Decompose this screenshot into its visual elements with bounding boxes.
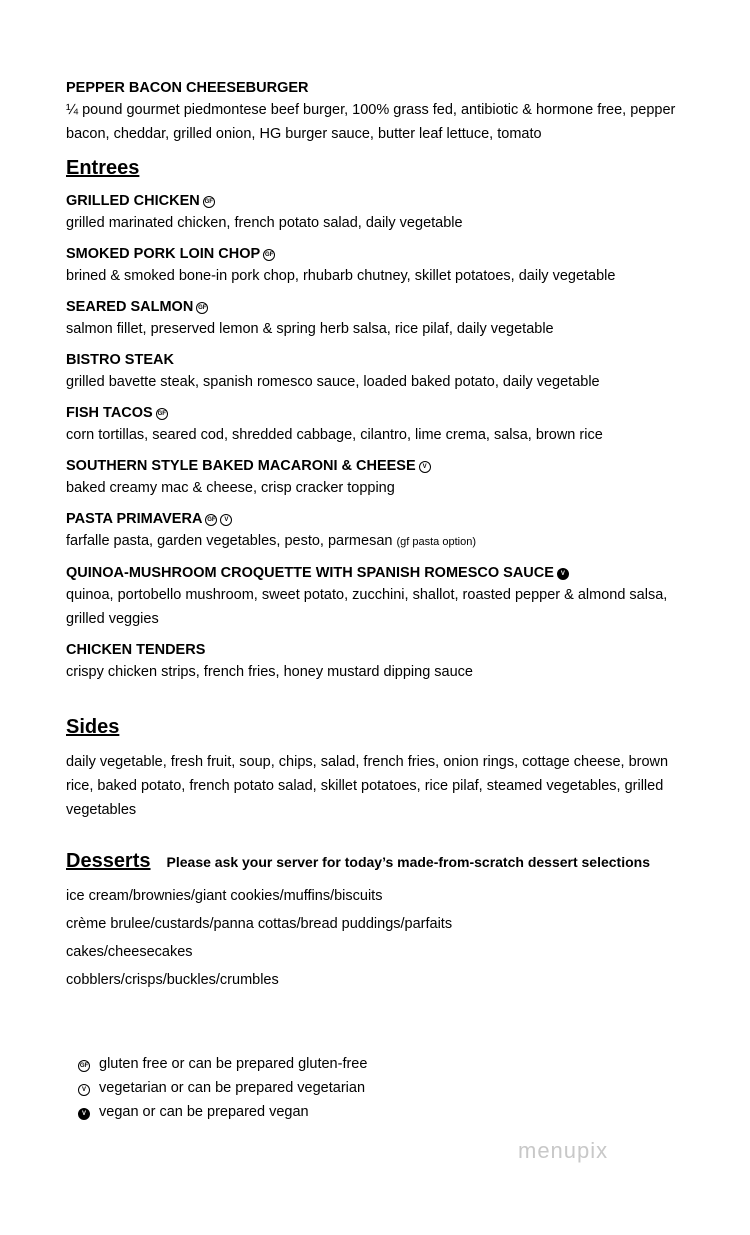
item-description: brined & smoked bone-in pork chop, rhubarb chutney, skillet potatoes, daily vegetable	[66, 268, 616, 284]
item-description: farfalle pasta, garden vegetables, pesto, parmesan	[66, 533, 393, 549]
item-name: GRILLED CHICKEN	[66, 193, 200, 209]
section-title-desserts: Desserts	[66, 850, 151, 872]
item-description: crispy chicken strips, french fries, honey mustard dipping sauce	[66, 664, 473, 680]
item-name: CHICKEN TENDERS	[66, 642, 206, 658]
gluten-free-icon: GF	[196, 302, 208, 314]
vegetarian-icon: V	[78, 1084, 90, 1096]
vegan-icon: V	[78, 1108, 90, 1120]
menu-item-bistro-steak	[66, 350, 696, 394]
dessert-line: cakes/cheesecakes	[66, 944, 193, 960]
item-description: salmon fillet, preserved lemon & spring herb salsa, rice pilaf, daily vegetable	[66, 321, 554, 337]
menu-item-baked-macaroni	[66, 456, 696, 500]
dessert-line: crème brulee/custards/panna cottas/bread puddings/parfaits	[66, 916, 453, 932]
item-name: SMOKED PORK LOIN CHOP	[66, 246, 261, 262]
menu-item-pepper-bacon-cheeseburger	[66, 78, 696, 146]
vegetarian-icon: V	[220, 514, 232, 526]
gluten-free-icon: GF	[203, 196, 215, 208]
legend-row-vegetarian	[78, 1076, 367, 1100]
section-title-entrees: Entrees	[66, 157, 140, 179]
menu-item-pasta-primavera	[66, 509, 696, 554]
dessert-line: ice cream/brownies/giant cookies/muffins/biscuits	[66, 888, 383, 904]
legend-label: vegan or can be prepared vegan	[99, 1104, 309, 1120]
menu-item-seared-salmon	[66, 297, 696, 341]
item-name: PASTA PRIMAVERA	[66, 511, 203, 527]
menupix-watermark: menupix	[518, 1138, 609, 1163]
vegan-icon: V	[557, 568, 569, 580]
item-name: BISTRO STEAK	[66, 352, 174, 368]
gluten-free-icon: GF	[78, 1060, 90, 1072]
desserts-header	[66, 848, 696, 874]
menu-item-smoked-pork-loin-chop	[66, 244, 696, 288]
legend-row-vegan	[78, 1100, 367, 1124]
menu-item-fish-tacos	[66, 403, 696, 447]
dessert-line: cobblers/crisps/buckles/crumbles	[66, 972, 279, 988]
menu-item-quinoa-croquette	[66, 563, 696, 631]
menu-page	[66, 78, 696, 994]
menu-item-grilled-chicken	[66, 191, 696, 235]
item-description: grilled marinated chicken, french potato salad, daily vegetable	[66, 215, 463, 231]
item-note: (gf pasta option)	[396, 536, 476, 548]
item-description: ¼ pound gourmet piedmontese beef burger, 100% grass fed, antibiotic & hormone free, pepper bacon, cheddar, grilled onion, HG burger sauce, butter leaf lettuce, tomato	[66, 102, 676, 142]
gluten-free-icon: GF	[205, 514, 217, 526]
item-description: baked creamy mac & cheese, crisp cracker topping	[66, 480, 395, 496]
item-name: QUINOA-MUSHROOM CROQUETTE WITH SPANISH ROMESCO SAUCE	[66, 565, 554, 581]
dietary-legend	[78, 1052, 367, 1124]
gluten-free-icon: GF	[156, 408, 168, 420]
item-description: grilled bavette steak, spanish romesco sauce, loaded baked potato, daily vegetable	[66, 374, 600, 390]
vegetarian-icon: V	[419, 461, 431, 473]
item-description: corn tortillas, seared cod, shredded cabbage, cilantro, lime crema, salsa, brown rice	[66, 427, 603, 443]
desserts-note: Please ask your server for today’s made-from-scratch dessert selections	[166, 854, 650, 870]
item-name: FISH TACOS	[66, 405, 153, 421]
item-name: SEARED SALMON	[66, 299, 194, 315]
legend-row-gluten-free	[78, 1052, 367, 1076]
legend-label: gluten free or can be prepared gluten-free	[99, 1056, 368, 1072]
legend-label: vegetarian or can be prepared vegetarian	[99, 1080, 366, 1096]
sides-list: daily vegetable, fresh fruit, soup, chips, salad, french fries, onion rings, cottage cheese, brown rice, baked potato, french potato salad, skillet potatoes, rice pilaf, steamed vegetables, grilled vegetables	[66, 754, 669, 818]
item-description: quinoa, portobello mushroom, sweet potato, zucchini, shallot, roasted pepper & almond salsa, grilled veggies	[66, 587, 668, 627]
gluten-free-icon: GF	[263, 249, 275, 261]
menu-item-chicken-tenders	[66, 640, 696, 684]
section-title-sides: Sides	[66, 716, 120, 738]
item-name: PEPPER BACON CHEESEBURGER	[66, 80, 309, 96]
item-name: SOUTHERN STYLE BAKED MACARONI & CHEESE	[66, 458, 416, 474]
